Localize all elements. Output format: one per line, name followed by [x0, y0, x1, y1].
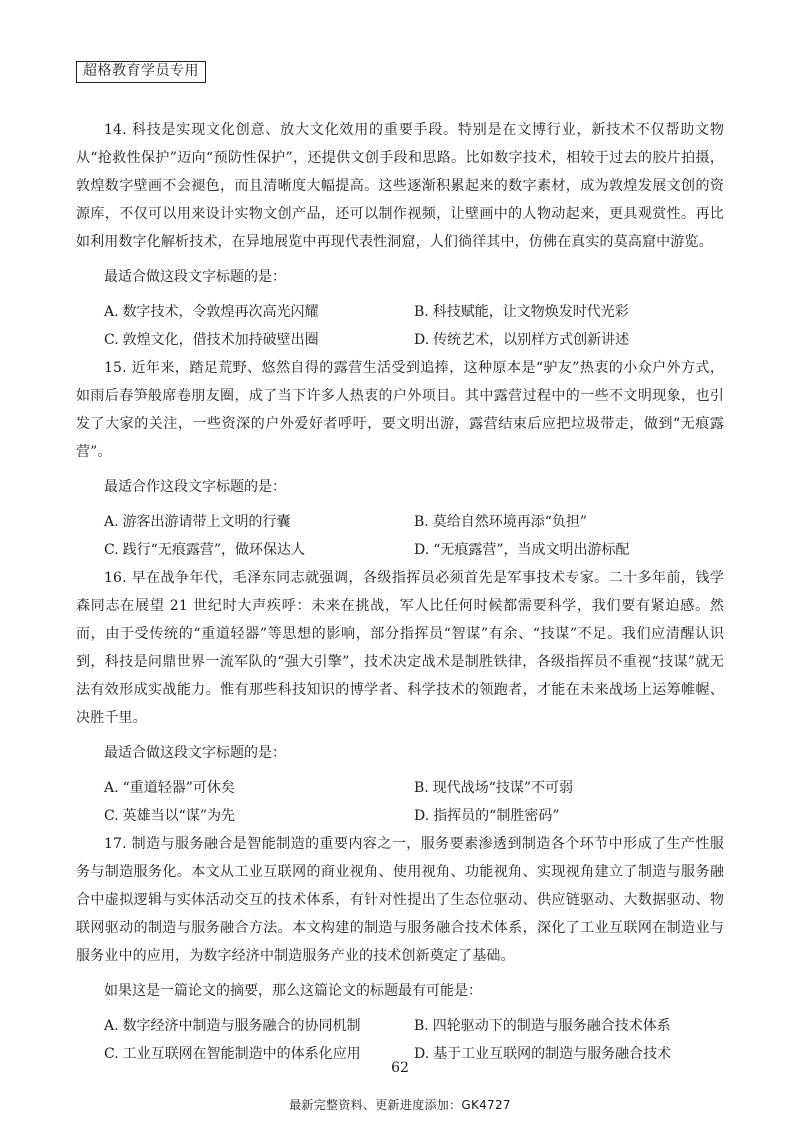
option-list: [76, 508, 724, 564]
option-d[interactable]: [386, 536, 724, 564]
page-number: 62: [391, 1060, 409, 1076]
question-passage: 14. 科技是实现文化创意、放大文化效用的重要手段。特别是在文博行业，新技术不仅帮助文物从“抢救性保护”迈向“预防性保护”，还提供文创手段和思路。比如数字技术，相较于过去的胶片拍摄，敦煌数字壁画不会褪色，而且清晰度大幅提高。这些逐渐积累起来的数字素材，成为敦煌发展文创的资源库，不仅可以用来设计实物文创产品，还可以制作视频，让壁画中的人物动起来，更具观赏性。再比如利用数字化解析技术，在异地展览中再现代表性洞窟，人们徜徉其中，仿佛在真实的莫高窟中游览。: [76, 122, 724, 250]
question-16: [76, 564, 724, 830]
option-text: 敦煌文化，借技术加持破壁出圈: [122, 332, 319, 348]
option-letter: D.: [414, 808, 430, 824]
option-letter: B.: [414, 304, 429, 320]
option-letter: C.: [104, 332, 119, 348]
option-text: 科技赋能，让文物焕发时代光彩: [432, 304, 629, 320]
option-text: 基于工业互联网的制造与服务融合技术: [433, 1046, 672, 1062]
option-c[interactable]: [76, 802, 386, 830]
option-a[interactable]: [76, 298, 386, 326]
option-list: [76, 298, 724, 354]
option-a[interactable]: [76, 1012, 386, 1040]
option-letter: A.: [104, 1018, 119, 1034]
question-prompt: 最适合做这段文字标题的是：: [104, 745, 286, 761]
option-letter: B.: [414, 514, 429, 530]
question-15: [76, 354, 724, 564]
option-text: “无痕露营”，当成文明出游标配: [433, 542, 630, 558]
option-text: 莫给自然环境再添“负担”: [432, 514, 588, 530]
footer-note: 最新完整资料、更新进度添加：GK4727: [289, 1098, 511, 1112]
option-list: [76, 774, 724, 830]
option-text: 现代战场“技谋”不可弱: [432, 780, 574, 796]
option-text: 传统艺术，以别样方式创新讲述: [433, 332, 630, 348]
question-prompt: 最适合做这段文字标题的是：: [104, 269, 286, 285]
option-b[interactable]: [386, 298, 724, 326]
question-passage: 15. 近年来，踏足荒野、悠然自得的露营生活受到追捧，这种原本是“驴友”热衷的小众户外方式，如雨后春笋般席卷朋友圈，成了当下许多人热衷的户外项目。其中露营过程中的一些不文明现象，也引发了大家的关注，一些资深的户外爱好者呼吁，要文明出游，露营结束后应把垃圾带走，做到“无痕露营”。: [76, 360, 724, 460]
option-text: 践行“无痕露营”，做环保达人: [122, 542, 305, 558]
option-letter: D.: [414, 1046, 430, 1062]
option-letter: C.: [104, 808, 119, 824]
question-prompt: 如果这是一篇论文的摘要，那么这篇论文的标题最有可能是：: [104, 983, 482, 999]
option-c[interactable]: [76, 536, 386, 564]
option-letter: D.: [414, 542, 430, 558]
option-a[interactable]: [76, 774, 386, 802]
option-text: 游客出游请带上文明的行囊: [122, 514, 291, 530]
option-a[interactable]: [76, 508, 386, 536]
option-b[interactable]: [386, 1012, 724, 1040]
option-b[interactable]: [386, 774, 724, 802]
option-letter: D.: [414, 332, 430, 348]
option-letter: A.: [104, 514, 119, 530]
option-text: 指挥员的“制胜密码”: [433, 808, 560, 824]
question-17: [76, 830, 724, 1068]
option-text: 工业互联网在智能制造中的体系化应用: [122, 1046, 361, 1062]
option-b[interactable]: [386, 508, 724, 536]
option-letter: C.: [104, 1046, 119, 1062]
option-text: “重道轻器”可休矣: [122, 780, 235, 796]
question-prompt: 最适合作这段文字标题的是：: [104, 479, 286, 495]
question-passage: 17. 制造与服务融合是智能制造的重要内容之一，服务要素渗透到制造各个环节中形成了生产性服务与制造服务化。本文从工业互联网的商业视角、使用视角、功能视角、实现视角建立了制造与服务融合中虚拟逻辑与实体活动交互的技术体系，有针对性提出了生态位驱动、供应链驱动、大数据驱动、物联网驱动的制造与服务融合方法。本文构建的制造与服务融合技术体系，深化了工业互联网在制造业与服务业中的应用，为数字经济中制造服务产业的技术创新奠定了基础。: [76, 836, 724, 964]
option-text: 数字经济中制造与服务融合的协同机制: [122, 1018, 361, 1034]
option-text: 数字技术，令敦煌再次高光闪耀: [122, 304, 319, 320]
option-letter: C.: [104, 542, 119, 558]
option-letter: B.: [414, 780, 429, 796]
question-list: [76, 116, 724, 1068]
option-letter: A.: [104, 304, 119, 320]
question-passage: 16. 早在战争年代，毛泽东同志就强调，各级指挥员必须首先是军事技术专家。二十多年前，钱学森同志在展望 21 世纪时大声疾呼：未来在挑战，军人比任何时候都需要科学，我们要有紧迫感。然而，由于受传统的“重道轻器”等思想的影响，部分指挥员“智谋”有余、“技谋”不足。我们应清醒认识到，科技是问鼎世界一流军队的“强大引擎”，技术决定战术是制胜铁律，各级指挥员不重视“技谋”就无法有效形成实战能力。惟有那些科技知识的博学者、科学技术的领跑者，才能在未来战场上运筹帷幄、决胜千里。: [76, 570, 724, 726]
option-letter: A.: [104, 780, 119, 796]
option-letter: B.: [414, 1018, 429, 1034]
option-c[interactable]: [76, 326, 386, 354]
option-text: 英雄当以“谋”为先: [122, 808, 235, 824]
question-14: [76, 116, 724, 354]
option-d[interactable]: [386, 326, 724, 354]
option-text: 四轮驱动下的制造与服务融合技术体系: [432, 1018, 671, 1034]
option-d[interactable]: [386, 802, 724, 830]
watermark-stamp: 超格教育学员专用: [76, 61, 206, 83]
